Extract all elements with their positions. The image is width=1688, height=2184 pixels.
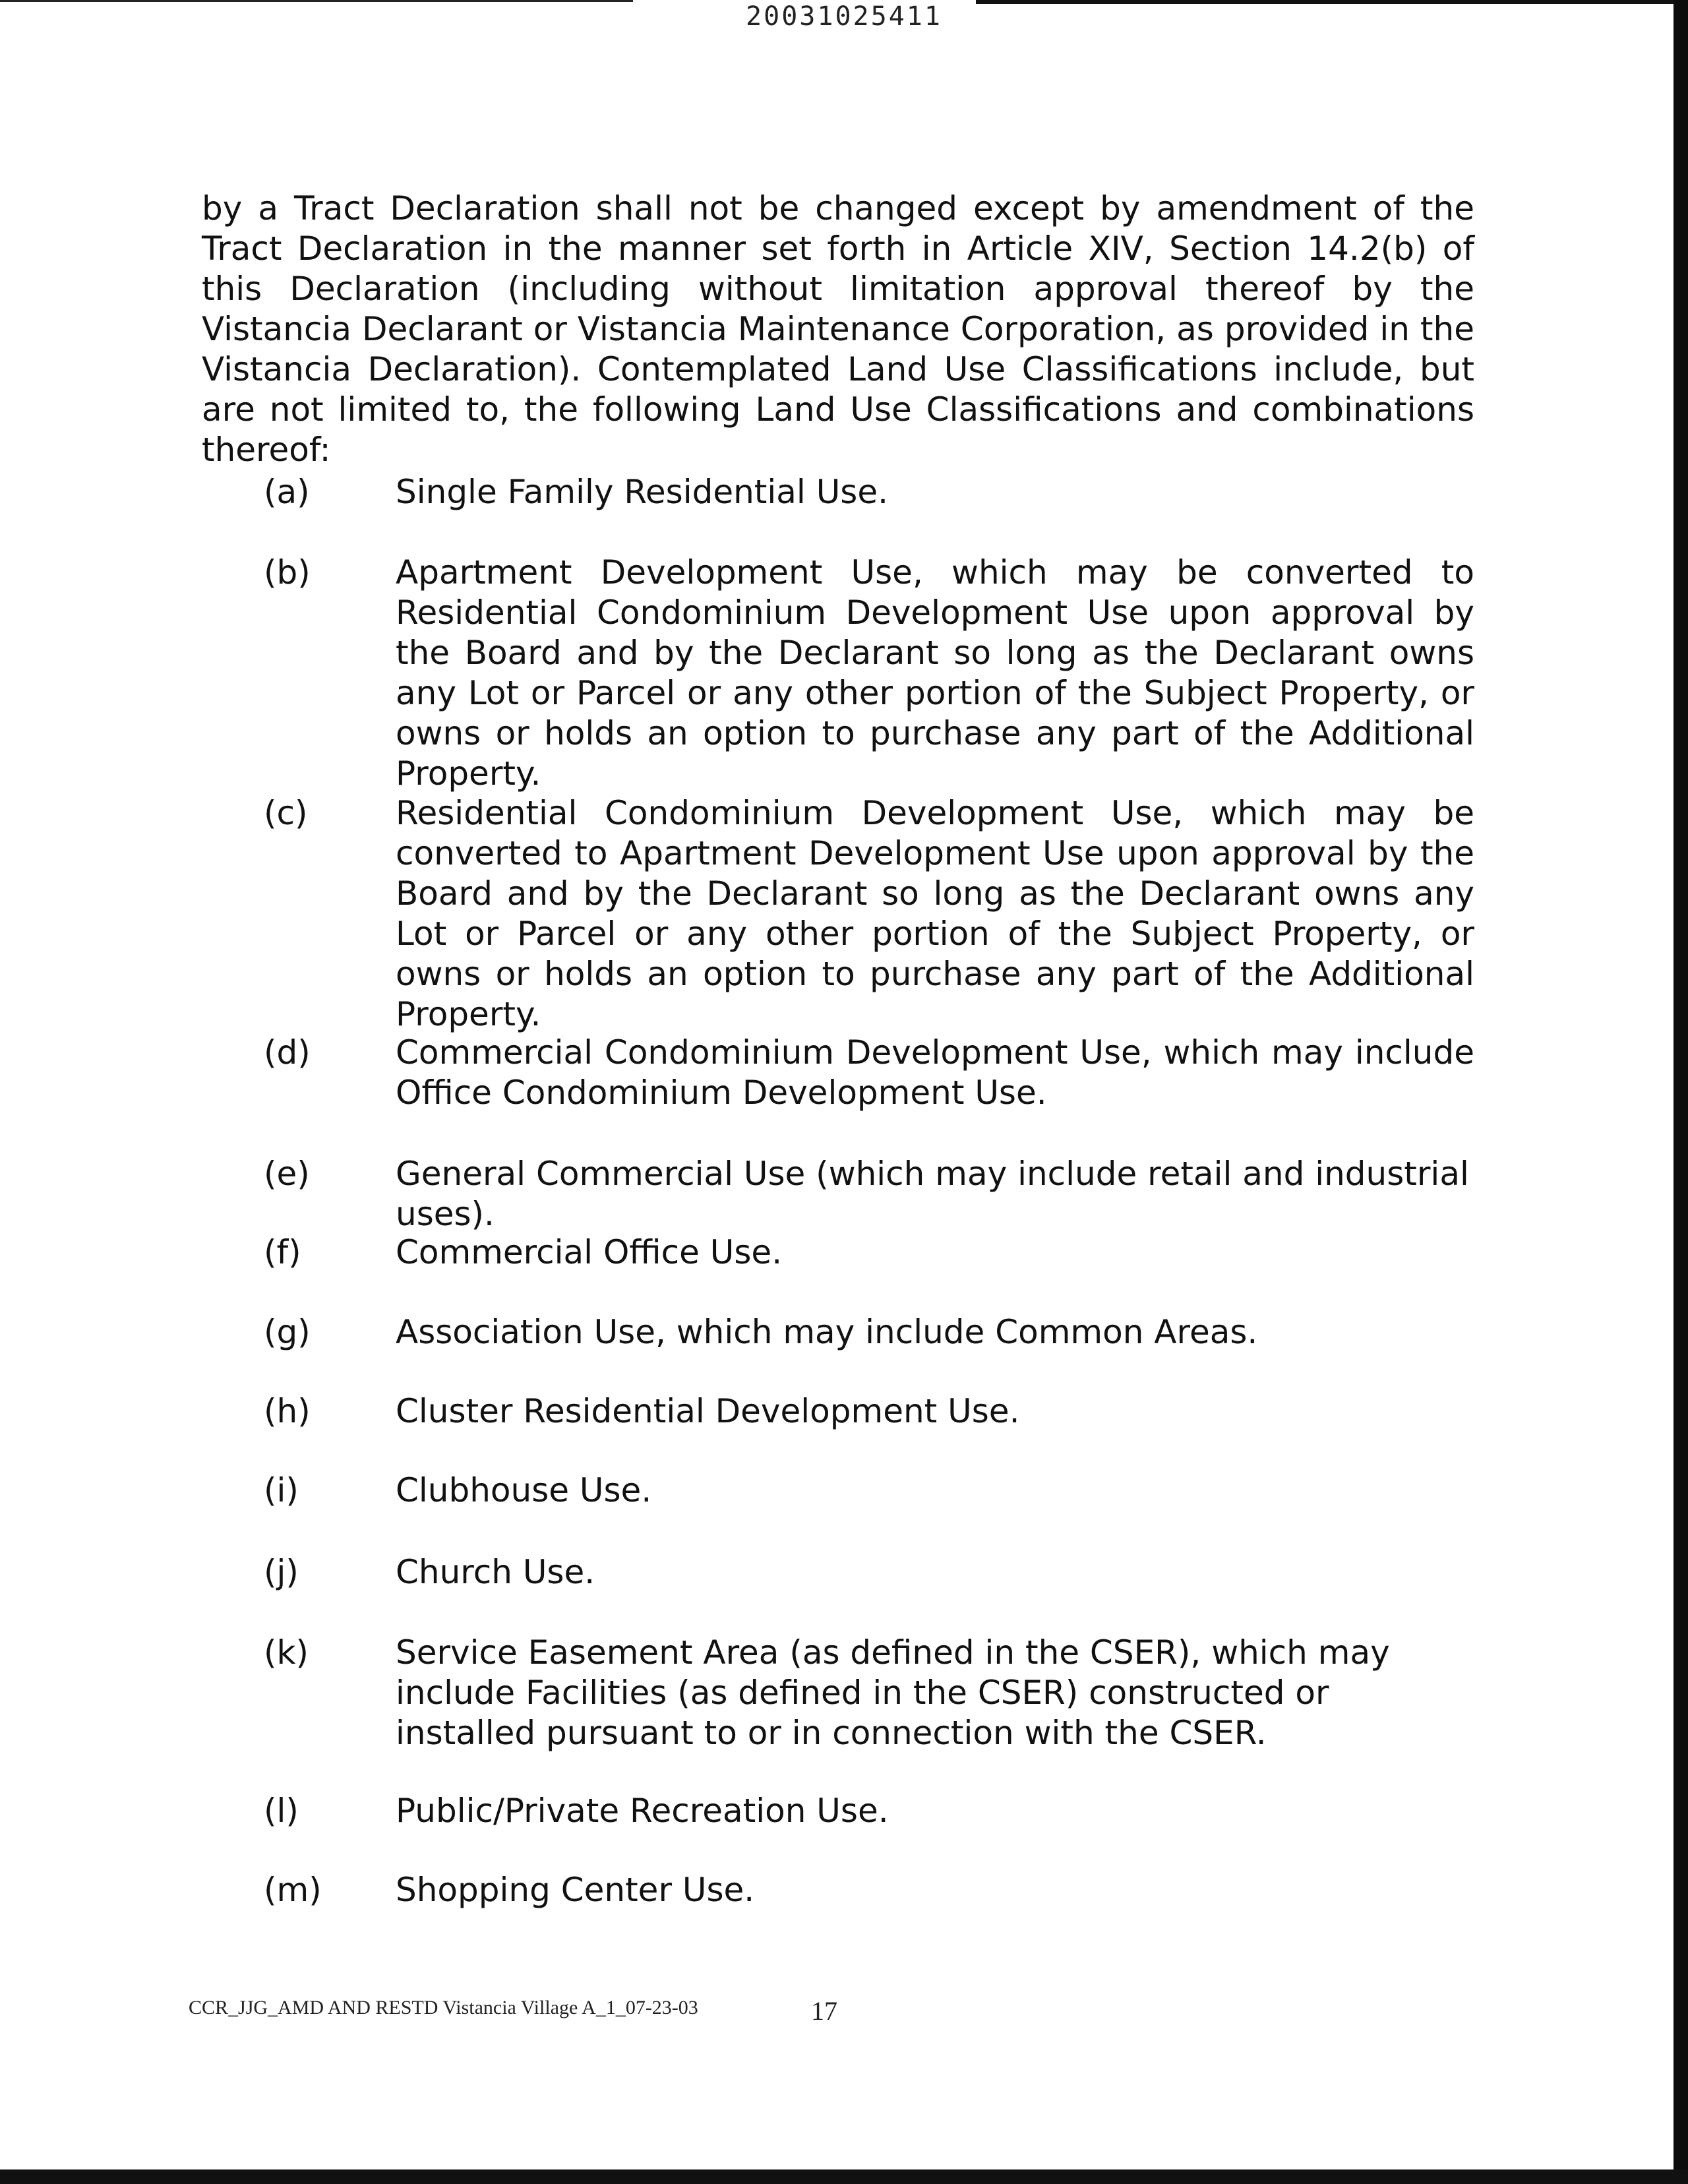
item-text: General Commercial Use (which may include retail and industrial uses).	[396, 1155, 1469, 1233]
item-text: Church Use.	[396, 1553, 595, 1591]
scan-border-right	[1673, 0, 1688, 2184]
item-text: Clubhouse Use.	[396, 1471, 652, 1509]
item-label: (a)	[264, 473, 310, 511]
scan-border-bottom	[0, 2169, 1688, 2184]
item-label: (j)	[264, 1553, 299, 1591]
item-text: Commercial Office Use.	[396, 1233, 783, 1271]
item-label: (i)	[264, 1471, 299, 1509]
item-label: (k)	[264, 1633, 309, 1672]
item-text: Public/Private Recreation Use.	[396, 1792, 889, 1830]
item-label: (e)	[264, 1155, 310, 1193]
item-text: Commercial Condominium Development Use, which may include Office Condominium Development Use.	[396, 1033, 1474, 1112]
item-text: Association Use, which may include Common Areas.	[396, 1313, 1258, 1351]
item-label: (b)	[264, 553, 311, 592]
item-text: Shopping Center Use.	[396, 1871, 755, 1909]
item-label: (d)	[264, 1033, 311, 1072]
page-number: 17	[811, 1996, 837, 2026]
item-label: (l)	[264, 1792, 299, 1830]
item-label: (f)	[264, 1233, 301, 1271]
document-number: 20031025411	[746, 1, 942, 32]
footer-file-reference: CCR_JJG_AMD AND RESTD Vistancia Village A_1_07-23-03	[189, 1997, 698, 2018]
item-text: Apartment Development Use, which may be converted to Residential Condominium Development Use upon approval by the Board and by the Declarant so long as the Declarant owns any Lot or Parcel or any other portion of the Subject Property, or owns or holds an option to purchase any part of the Additional Property.	[396, 553, 1474, 793]
item-label: (m)	[264, 1871, 322, 1909]
item-text: Residential Condominium Development Use, which may be converted to Apartment Development Use upon approval by the Board and by the Declarant so long as the Declarant owns any Lot or Parcel or any other portion of the Subject Property, or owns or holds an option to purchase any part of the Additional Property.	[396, 794, 1474, 1033]
item-text: Single Family Residential Use.	[396, 473, 888, 511]
item-label: (g)	[264, 1313, 311, 1351]
intro-paragraph: by a Tract Declaration shall not be changed except by amendment of the Tract Declaration in the manner set forth in Article XIV, Section 14.2(b) of this Declaration (including without limitation approval thereof by the Vistancia Declarant or Vistancia Maintenance Corporation, as provided in the Vistancia Declaration). Contemplated Land Use Classifications include, but are not limited to, the following Land Use Classifications and combinations thereof:	[202, 189, 1474, 469]
item-label: (c)	[264, 794, 308, 832]
item-text: Cluster Residential Development Use.	[396, 1392, 1020, 1430]
item-text: Service Easement Area (as defined in the CSER), which may include Facilities (as defined in the CSER) constructed or installed pursuant to or in connection with the CSER.	[396, 1633, 1390, 1752]
item-label: (h)	[264, 1392, 311, 1430]
